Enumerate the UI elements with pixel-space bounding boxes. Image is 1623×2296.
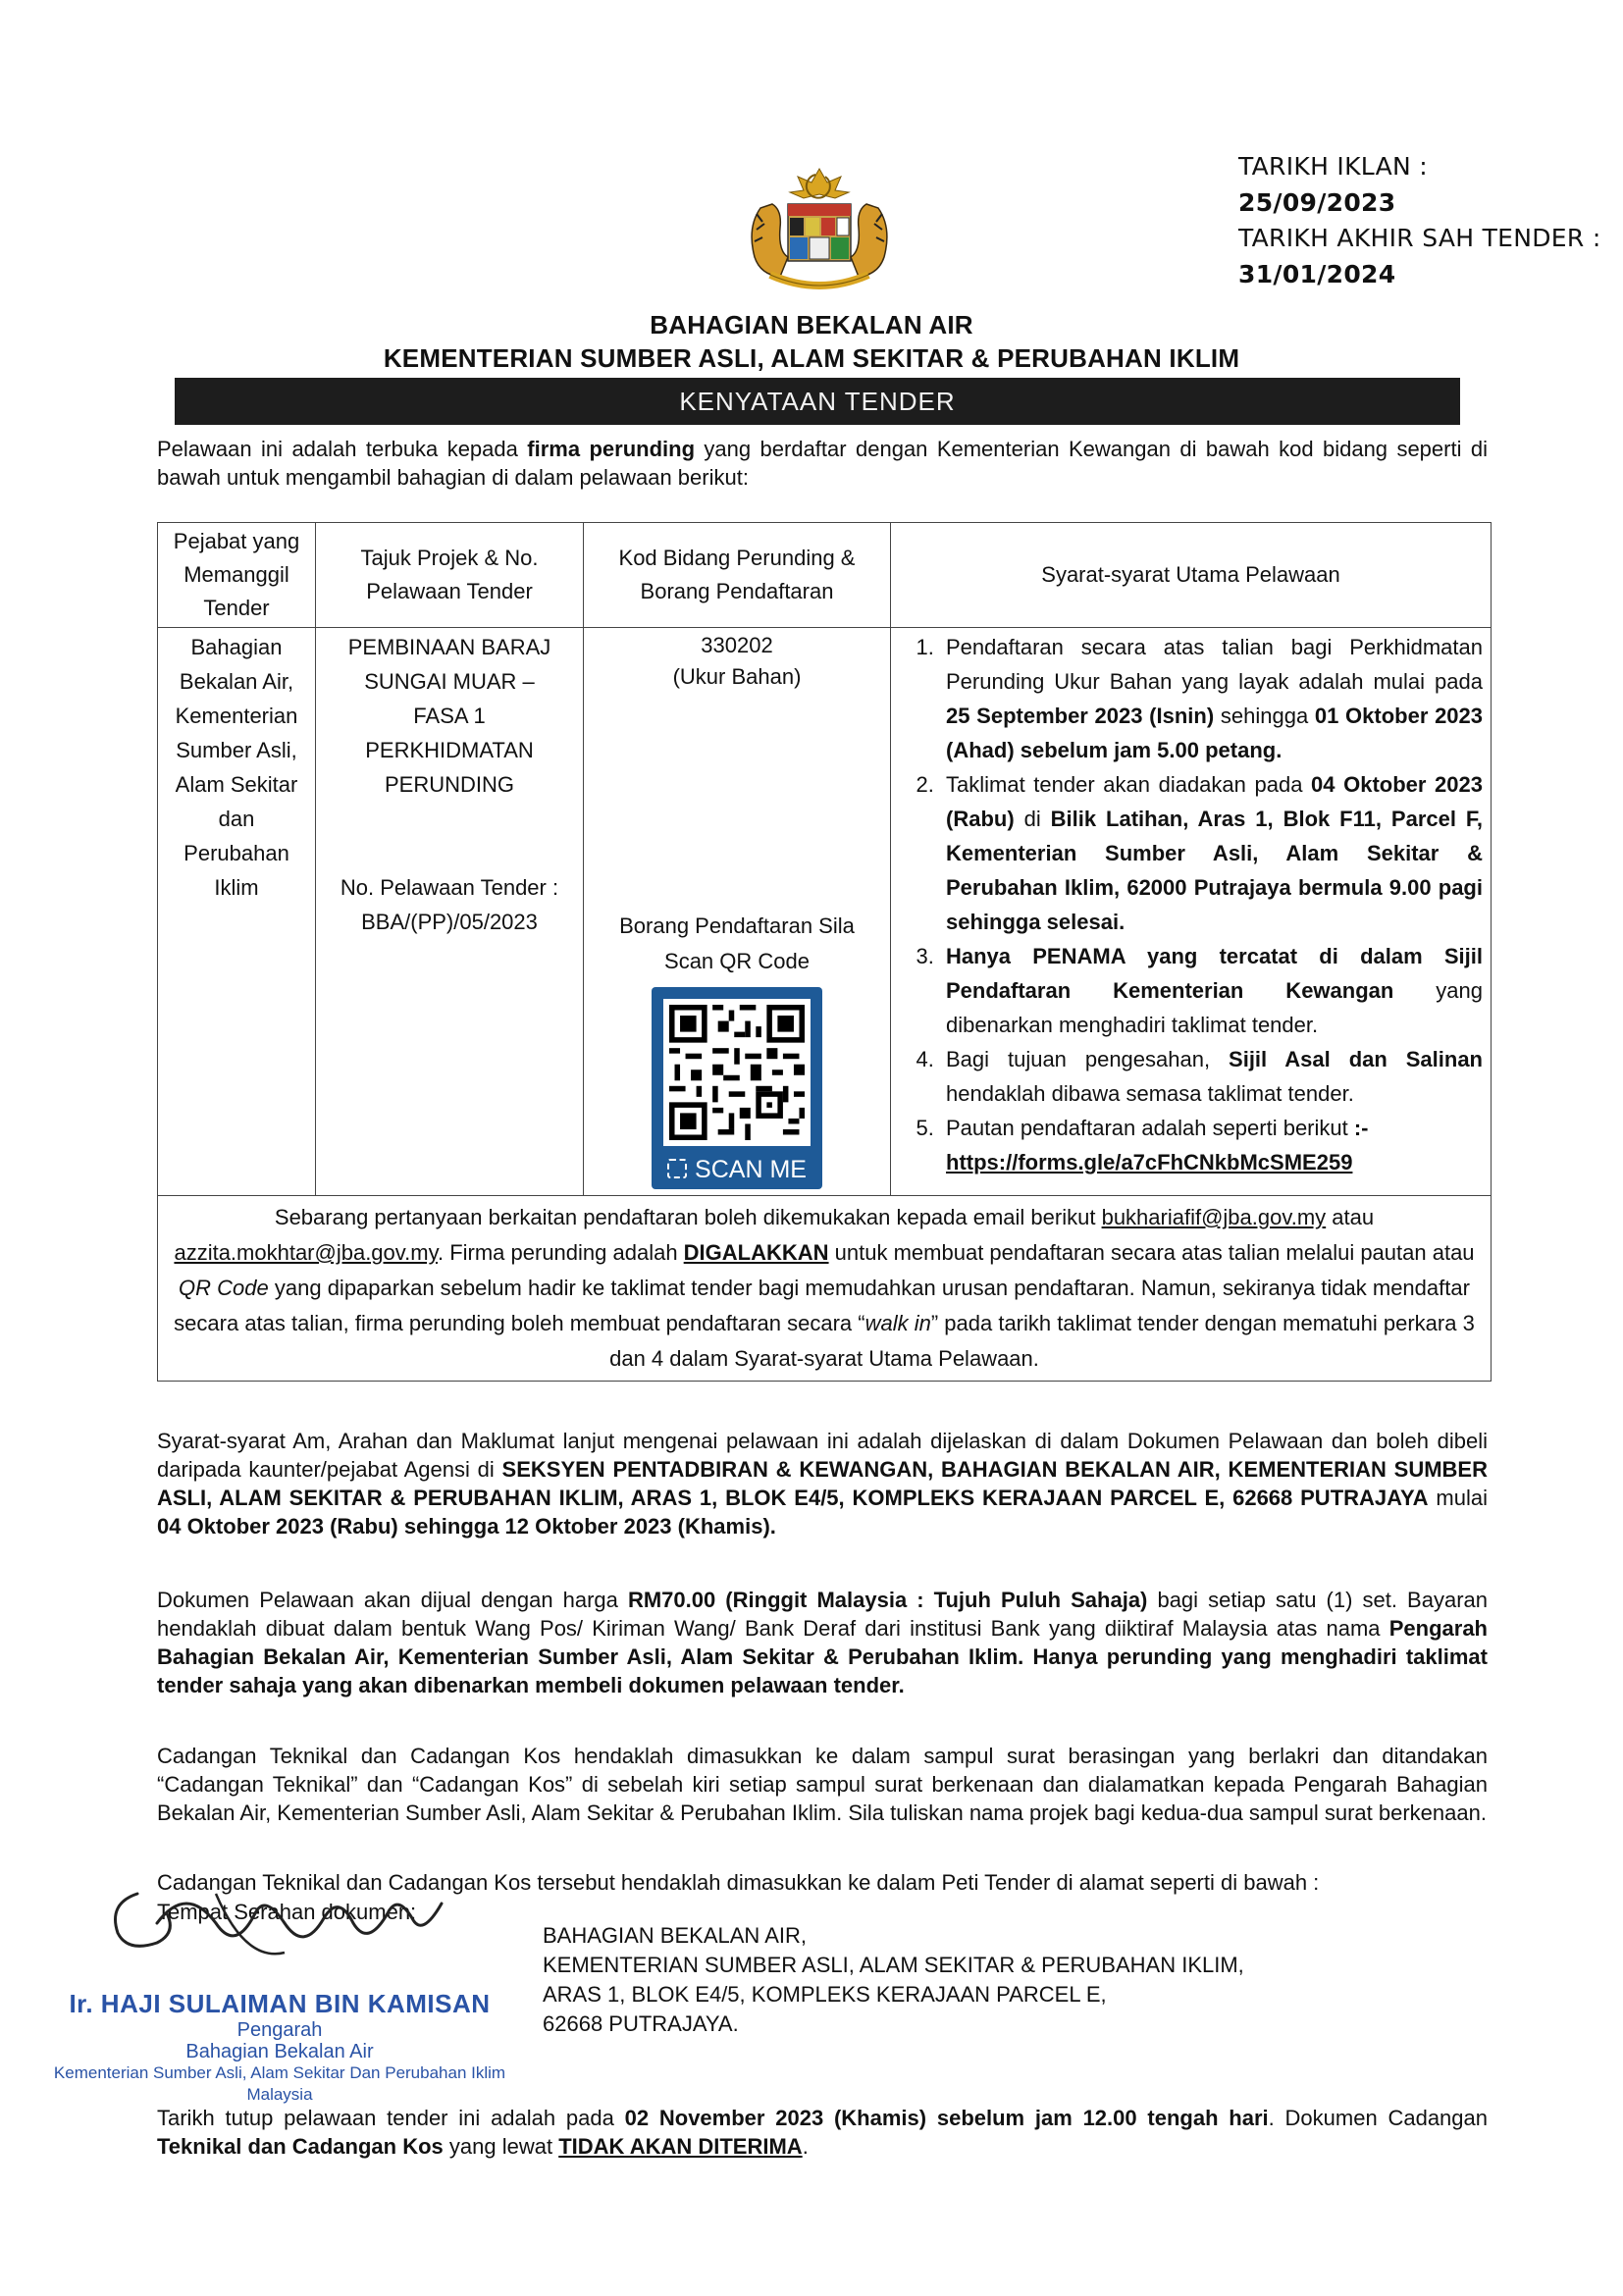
- submission-address: [543, 1921, 1244, 2039]
- signatory-title: Pengarah: [236, 2019, 323, 2041]
- paragraph-price: Dokumen Pelawaan akan dijual dengan harga RM70.00 (Ringgit Malaysia : Tujuh Puluh Sahaja) bagi setiap satu (1) set. Bayaran hendaklah dibuat dalam bentuk Wang Pos/ Kiriman Wang/ Bank Deraf dari institusi Bank yang diiktiraf Malaysia atas nama Pengarah Bahagian Bekalan Air, Kementerian Sumber Asli, Alam Sekitar & Perubahan Iklim. Hanya perunding yang menghadiri taklimat tender sahaja yang akan dibenarkan membeli dokumen pelawaan tender.: [157, 1588, 1488, 1697]
- term-item: 3. Hanya PENAMA yang tercatat di dalam Sijil Pendaftaran Kementerian Kewangan yang dibenarkan menghadiri taklimat tender.: [940, 939, 1483, 1042]
- code-cell: [584, 628, 891, 1196]
- address-line: ARAS 1, BLOK E4/5, KOMPLEKS KERAJAAN PARCEL E,: [543, 1982, 1107, 2007]
- ad-date-label: TARIKH IKLAN :: [1238, 152, 1428, 181]
- term-item: 2. Taklimat tender akan diadakan pada 04 Oktober 2023 (Rabu) di Bilik Latihan, Aras 1, Blok F11, Parcel F, Kementerian Sumber Asli, Alam Sekitar & Perubahan Iklim, 62000 Putrajaya bermula 9.00 pagi sehingga selesai.: [940, 767, 1483, 939]
- signatory-ministry: Kementerian Sumber Asli, Alam Sekitar Dan Perubahan Iklim: [53, 2063, 506, 2082]
- qr-code-card[interactable]: [652, 987, 822, 1189]
- intro-paragraph: Pelawaan ini adalah terbuka kepada firma perunding yang berdaftar dengan Kementerian Kewangan di bawah kod bidang seperti di bawah untuk mengambil bahagian di dalam pelawaan berikut:: [157, 437, 1488, 490]
- expiry-date-label: TARIKH AKHIR SAH TENDER :: [1238, 224, 1601, 252]
- office-cell: Bahagian Bekalan Air, Kementerian Sumber Asli, Alam Sekitar dan Perubahan Iklim: [158, 628, 316, 1196]
- ministry-heading: KEMENTERIAN SUMBER ASLI, ALAM SEKITAR & PERUBAHAN IKLIM: [383, 343, 1240, 373]
- qr-code-icon: [669, 1005, 805, 1140]
- project-title: PEMBINAAN BARAJ SUNGAI MUAR – FASA 1 PERKHIDMATAN PERUNDING: [347, 635, 551, 797]
- date-block: [1238, 149, 1601, 292]
- email-link-1[interactable]: bukhariafif@jba.gov.my: [1101, 1205, 1327, 1229]
- scan-frame-icon: [667, 1159, 687, 1178]
- signature-stamp: [49, 1899, 510, 2106]
- signatory-country: Malaysia: [246, 2085, 313, 2104]
- term-item: 4. Bagi tujuan pengesahan, Sijil Asal dan Salinan hendaklah dibawa semasa taklimat tender.: [940, 1042, 1483, 1111]
- term-item: 5. Pautan pendaftaran adalah seperti berikut :- https://forms.gle/a7cFhCNkbMcSME259: [940, 1111, 1483, 1179]
- field-code: 330202: [701, 633, 773, 657]
- signatory-department: Bahagian Bekalan Air: [185, 2041, 374, 2062]
- project-cell: [316, 628, 584, 1196]
- address-line: KEMENTERIAN SUMBER ASLI, ALAM SEKITAR & PERUBAHAN IKLIM,: [543, 1953, 1244, 1977]
- term-item: 1. Pendaftaran secara atas talian bagi Perkhidmatan Perunding Ukur Bahan yang layak adalah mulai pada 25 September 2023 (Isnin) sehingga 01 Oktober 2023 (Ahad) sebelum jam 5.00 petang.: [940, 630, 1483, 767]
- ad-date: 25/09/2023: [1238, 187, 1396, 217]
- closing-paragraph: Tarikh tutup pelawaan tender ini adalah pada 02 November 2023 (Khamis) sebelum jam 12.00 tengah hari. Dokumen Cadangan Teknikal dan Cadangan Kos yang lewat TIDAK AKAN DITERIMA.: [157, 2106, 1488, 2159]
- header-code: Kod Bidang Perunding & Borang Pendaftaran: [584, 523, 891, 628]
- coat-of-arms-icon: [721, 165, 917, 302]
- table-note-row: [158, 1196, 1492, 1382]
- header-project: Tajuk Projek & No. Pelawaan Tender: [316, 523, 584, 628]
- tender-number: BBA/(PP)/05/2023: [361, 910, 538, 934]
- department-heading: BAHAGIAN BEKALAN AIR: [650, 310, 973, 339]
- field-code-desc: (Ukur Bahan): [672, 664, 802, 689]
- address-line: 62668 PUTRAJAYA.: [543, 2011, 739, 2036]
- tender-banner: KENYATAAN TENDER: [175, 378, 1460, 425]
- address-line: BAHAGIAN BEKALAN AIR,: [543, 1923, 807, 1948]
- paragraph-tender-box: Cadangan Teknikal dan Cadangan Kos tersebut hendaklah dimasukkan ke dalam Peti Tender di alamat seperti di bawah :: [157, 1870, 1320, 1895]
- scan-me-label: SCAN ME: [652, 1146, 822, 1189]
- table-row: [158, 628, 1492, 1196]
- terms-list: [899, 630, 1483, 1179]
- note-cell: Sebarang pertanyaan berkaitan pendaftaran boleh dikemukakan kepada email berikut bukhariafif@jba.gov.my atau azzita.mokhtar@jba.gov.my. Firma perunding adalah DIGALAKKAN untuk membuat pendaftaran secara atas talian melalui pautan atau QR Code yang dipaparkan sebelum hadir ke taklimat tender bagi memudahkan urusan pendaftaran. Namun, sekiranya tidak mendaftar secara atas talian, firma perunding boleh membuat pendaftaran secara “walk in” pada tarikh taklimat tender dengan mematuhi perkara 3 dan 4 dalam Syarat-syarat Utama Pelawaan.: [158, 1196, 1492, 1382]
- paragraph-envelopes: Cadangan Teknikal dan Cadangan Kos hendaklah dimasukkan ke dalam sampul surat berasingan yang berlakri dan ditandakan “Cadangan Teknikal” dan “Cadangan Kos” di sebelah kiri setiap sampul surat berkenaan dan dialamatkan kepada Pengarah Bahagian Bekalan Air, Kementerian Sumber Asli, Alam Sekitar & Perubahan Iklim. Sila tuliskan nama projek bagi kedua-dua sampul surat berkenaan.: [157, 1744, 1488, 1825]
- email-link-2[interactable]: azzita.mokhtar@jba.gov.my: [174, 1240, 438, 1265]
- table-header-row: [158, 523, 1492, 628]
- expiry-date: 31/01/2024: [1238, 259, 1396, 288]
- header-office: Pejabat yang Memanggil Tender: [158, 523, 316, 628]
- header-terms: Syarat-syarat Utama Pelawaan: [891, 523, 1492, 628]
- tender-table: [157, 522, 1492, 1382]
- paragraph-general-terms: Syarat-syarat Am, Arahan dan Maklumat lanjut mengenai pelawaan ini adalah dijelaskan di dalam Dokumen Pelawaan dan boleh dibeli daripada kaunter/pejabat Agensi di SEKSYEN PENTADBIRAN & KEWANGAN, BAHAGIAN BEKALAN AIR, KEMENTERIAN SUMBER ASLI, ALAM SEKITAR & PERUBAHAN IKLIM, ARAS 1, BLOK E4/5, KOMPLEKS KERAJAAN PARCEL E, 62668 PUTRAJAYA mulai 04 Oktober 2023 (Rabu) sehingga 12 Oktober 2023 (Khamis).: [157, 1429, 1488, 1539]
- registration-link[interactable]: https://forms.gle/a7cFhCNkbMcSME259: [946, 1150, 1353, 1174]
- paragraph-submission-place: Tempat Serahan dokumen:: [157, 1900, 417, 1924]
- tender-number-label: No. Pelawaan Tender :: [340, 875, 559, 900]
- signatory-name: Ir. HAJI SULAIMAN BIN KAMISAN: [69, 1989, 491, 2018]
- form-note: Borang Pendaftaran Sila Scan QR Code: [619, 913, 855, 973]
- terms-cell: [891, 628, 1492, 1196]
